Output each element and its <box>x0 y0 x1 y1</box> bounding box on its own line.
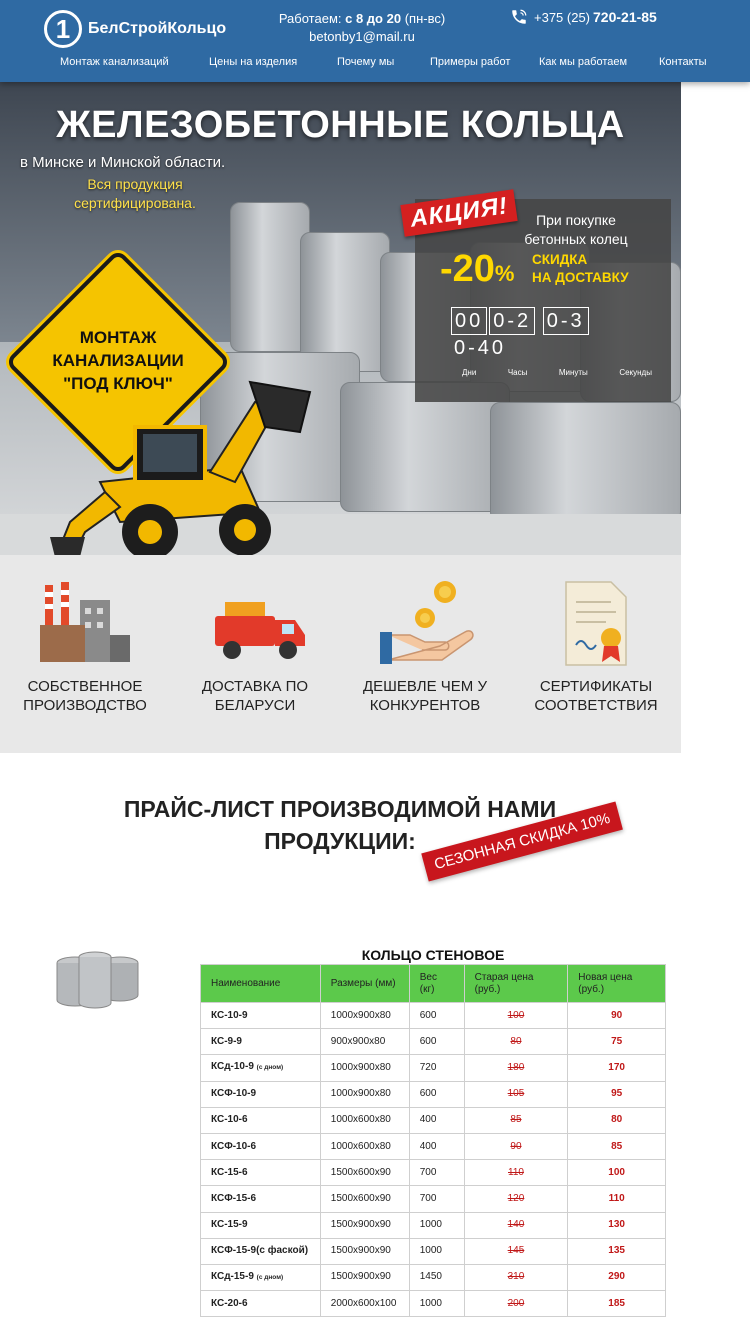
table-cell-name: КС-20-6 <box>201 1291 321 1317</box>
table-cell-size: 2000x600x100 <box>320 1291 409 1317</box>
table-cell-old: 120 <box>464 1186 568 1212</box>
table-header-row <box>201 965 666 1003</box>
table-cell-old: 90 <box>464 1133 568 1159</box>
table-cell-weight: 700 <box>409 1160 464 1186</box>
nav-item-sewerage[interactable]: Монтаж канализаций <box>60 56 169 68</box>
hero-title: ЖЕЛЕЗОБЕТОННЫЕ КОЛЬЦА <box>56 104 625 146</box>
table-cell-weight: 1000 <box>409 1212 464 1238</box>
feature-label: ДОСТАВКА ПО БЕЛАРУСИ <box>201 678 309 714</box>
truck-icon <box>210 580 310 670</box>
promo-percent: -20% <box>440 248 515 290</box>
column-header: Размеры (мм) <box>320 965 409 1003</box>
column-header: Вес (кг) <box>409 965 464 1003</box>
concrete-ring-image <box>300 232 390 372</box>
table-cell-old: 110 <box>464 1160 568 1186</box>
table-cell-size: 1500x900x90 <box>320 1238 409 1264</box>
nav-item-examples[interactable]: Примеры работ <box>430 56 511 68</box>
table-cell-old: 100 <box>464 1003 568 1029</box>
feature-label: ДЕШЕВЛЕ ЧЕМ У КОНКУРЕНТОВ <box>363 678 487 714</box>
table-cell-old: 145 <box>464 1238 568 1264</box>
table-cell-old: 105 <box>464 1081 568 1107</box>
table-cell-new: 80 <box>568 1107 666 1133</box>
table-cell-name: КСФ-15-9(с фаской) <box>201 1238 321 1264</box>
turnkey-badge-text: МОНТАЖ КАНАЛИЗАЦИИ "ПОД КЛЮЧ" <box>52 328 184 393</box>
column-header: Новая цена (руб.) <box>568 965 666 1003</box>
phone-contact[interactable] <box>510 8 657 26</box>
table-title: КОЛЬЦО СТЕНОВОЕ <box>361 947 505 963</box>
table-cell-old: 310 <box>464 1264 568 1290</box>
table-cell-note: (с дном) <box>256 1064 284 1072</box>
table-cell-size: 1500x900x90 <box>320 1212 409 1238</box>
concrete-ring-image <box>490 402 681 522</box>
logo-text: БелСтройКольцо <box>88 20 227 37</box>
table-cell-new: 130 <box>568 1212 666 1238</box>
table-cell-new: 75 <box>568 1029 666 1055</box>
table-cell-new: 95 <box>568 1081 666 1107</box>
nav-item-contacts[interactable]: Контакты <box>659 56 707 68</box>
table-cell-weight: 600 <box>409 1081 464 1107</box>
timer-seconds: 0-40 <box>454 337 507 359</box>
table-cell-new: 185 <box>568 1291 666 1317</box>
table-cell-name: КС-9-9 <box>201 1029 321 1055</box>
table-cell-size: 1000x900x80 <box>320 1081 409 1107</box>
table-cell-name: КСд-10-9 (с дном) <box>201 1055 321 1081</box>
timer-minutes: 0-3 <box>543 307 589 335</box>
email-link[interactable]: betonby1@mail.ru <box>309 29 415 44</box>
table-cell-size: 1000x900x80 <box>320 1055 409 1081</box>
table-cell-old: 200 <box>464 1291 568 1317</box>
table-cell-name: КС-15-6 <box>201 1160 321 1186</box>
hours-prefix: Работаем: <box>278 11 342 26</box>
nav-item-why-us[interactable]: Почему мы <box>337 56 395 68</box>
table-cell-new: 290 <box>568 1264 666 1290</box>
table-cell-old: 140 <box>464 1212 568 1238</box>
timer-labels <box>462 368 652 377</box>
phone-number: 720-21-85 <box>593 9 657 25</box>
features-strip <box>0 555 681 753</box>
hours-time: с 8 до 20 <box>345 11 402 26</box>
table-cell-name: КС-15-9 <box>201 1212 321 1238</box>
excavator-icon <box>40 372 330 555</box>
timer-label-seconds: Секунды <box>619 368 652 377</box>
price-table <box>200 964 666 1317</box>
nav-item-prices[interactable]: Цены на изделия <box>209 56 298 68</box>
price-list-title: ПРАЙС-ЛИСТ ПРОИЗВОДИМОЙ НАМИ ПРОДУКЦИИ: <box>123 796 557 854</box>
table-cell-weight: 600 <box>409 1029 464 1055</box>
table-cell-name: КСФ-15-6 <box>201 1186 321 1212</box>
table-cell-note: (с дном) <box>256 1273 284 1281</box>
promo-discount: СКИДКА НА ДОСТАВКУ <box>532 252 629 285</box>
table-cell-old: 85 <box>464 1107 568 1133</box>
hero-certified: Вся продукция сертифицирована. <box>74 176 196 211</box>
table-row <box>201 1264 666 1290</box>
table-cell-name: КСд-15-9 (с дном) <box>201 1264 321 1290</box>
timer-hours: 0-2 <box>489 307 535 335</box>
concrete-ring-image <box>230 202 310 352</box>
table-row <box>201 1107 666 1133</box>
table-cell-size: 1000x600x80 <box>320 1107 409 1133</box>
certificate-icon <box>546 580 646 670</box>
table-cell-weight: 700 <box>409 1186 464 1212</box>
table-cell-new: 170 <box>568 1055 666 1081</box>
table-cell-size: 1000x600x80 <box>320 1133 409 1159</box>
table-cell-weight: 1000 <box>409 1238 464 1264</box>
table-cell-old: 80 <box>464 1029 568 1055</box>
table-cell-new: 85 <box>568 1133 666 1159</box>
table-cell-size: 900x900x80 <box>320 1029 409 1055</box>
table-cell-new: 110 <box>568 1186 666 1212</box>
table-row <box>201 1055 666 1081</box>
column-header: Наименование <box>201 965 321 1003</box>
timer-label-days: Дни <box>462 368 477 377</box>
table-cell-size: 1500x900x90 <box>320 1264 409 1290</box>
table-row <box>201 1291 666 1317</box>
table-row <box>201 1081 666 1107</box>
table-cell-weight: 720 <box>409 1055 464 1081</box>
table-cell-weight: 400 <box>409 1133 464 1159</box>
site-header <box>0 0 750 82</box>
table-cell-size: 1000x900x80 <box>320 1003 409 1029</box>
feature-label: СОБСТВЕННОЕ ПРОИЗВОДСТВО <box>23 678 147 714</box>
table-cell-name: КС-10-9 <box>201 1003 321 1029</box>
table-row <box>201 1212 666 1238</box>
logo[interactable] <box>44 10 226 48</box>
table-cell-weight: 600 <box>409 1003 464 1029</box>
hours-suffix: (пн-вс) <box>404 11 446 26</box>
table-cell-old: 180 <box>464 1055 568 1081</box>
table-row <box>201 1003 666 1029</box>
table-row <box>201 1160 666 1186</box>
promo-badge: АКЦИЯ! <box>400 189 518 237</box>
wall-ring-image <box>50 945 145 1015</box>
logo-circle-icon: 1 <box>44 10 82 48</box>
promo-text: При покупке бетонных колец <box>524 212 628 247</box>
nav-item-how-we-work[interactable]: Как мы работаем <box>539 56 628 68</box>
hero-subtitle: в Минске и Минской области. <box>20 154 226 171</box>
table-cell-size: 1500x600x90 <box>320 1186 409 1212</box>
table-cell-weight: 400 <box>409 1107 464 1133</box>
timer-label-hours: Часы <box>507 368 528 377</box>
table-cell-new: 90 <box>568 1003 666 1029</box>
coin-hand-icon <box>380 580 480 670</box>
phone-icon <box>510 8 528 26</box>
table-cell-name: КС-10-6 <box>201 1107 321 1133</box>
table-cell-new: 100 <box>568 1160 666 1186</box>
factory-icon <box>35 580 135 670</box>
table-row <box>201 1186 666 1212</box>
timer-days: 00 <box>451 307 487 335</box>
table-row <box>201 1238 666 1264</box>
countdown-timer <box>451 307 651 361</box>
table-cell-weight: 1450 <box>409 1264 464 1290</box>
table-cell-new: 135 <box>568 1238 666 1264</box>
timer-label-minutes: Минуты <box>558 368 588 377</box>
table-row <box>201 1133 666 1159</box>
table-cell-size: 1500x600x90 <box>320 1160 409 1186</box>
table-cell-name: КСФ-10-9 <box>201 1081 321 1107</box>
work-hours <box>262 10 462 46</box>
table-cell-name: КСФ-10-6 <box>201 1133 321 1159</box>
feature-label: СЕРТИФИКАТЫ СООТВЕТСТВИЯ <box>534 678 658 714</box>
table-cell-weight: 1000 <box>409 1291 464 1317</box>
phone-prefix: +375 (25) <box>534 9 591 25</box>
seasonal-discount-badge: СЕЗОННАЯ СКИДКА 10% <box>421 801 623 881</box>
table-row <box>201 1029 666 1055</box>
column-header: Старая цена (руб.) <box>464 965 568 1003</box>
